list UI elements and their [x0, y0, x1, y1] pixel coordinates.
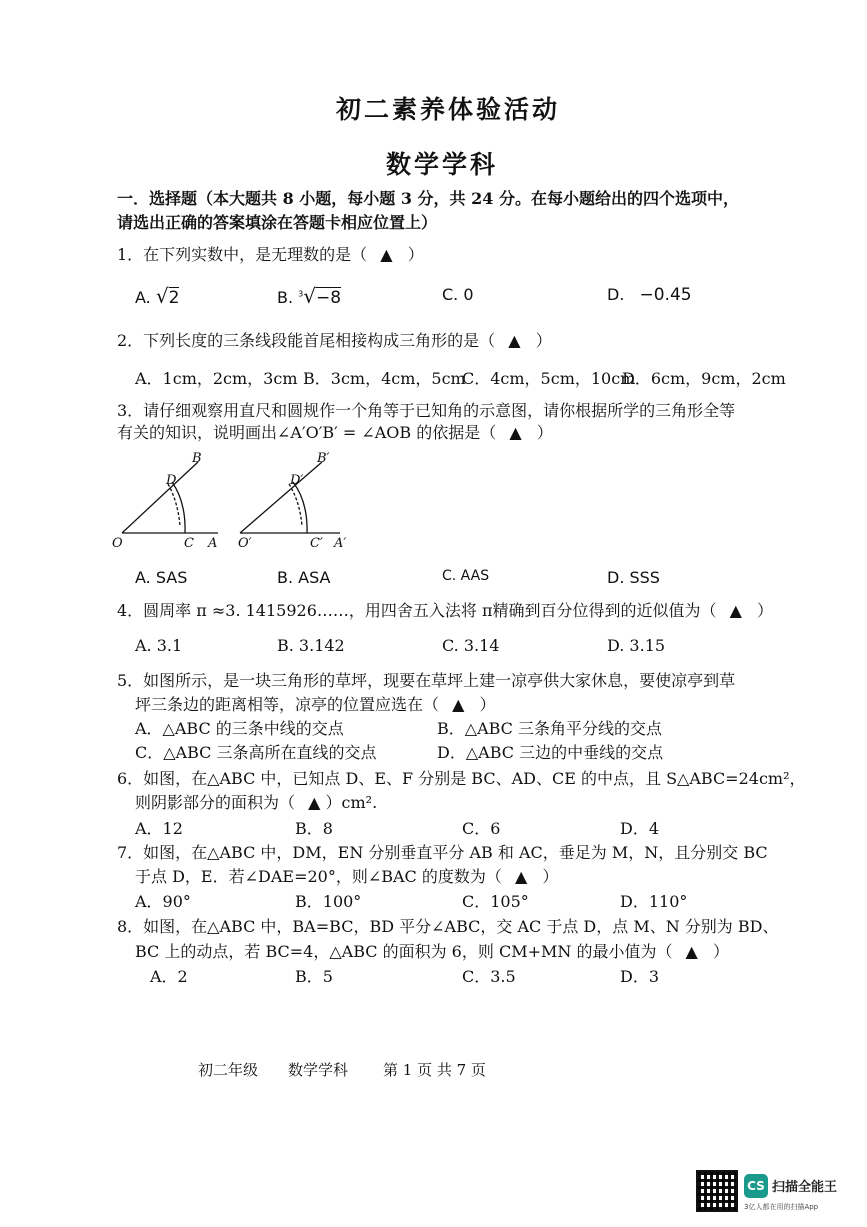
footer-subject: 数学学科 [288, 1061, 349, 1079]
q8-option-c: C．3.5 [462, 967, 516, 986]
label-d: D [166, 473, 177, 488]
label-o: O [112, 536, 123, 551]
section-heading-line1: 一．选择题（本大题共 8 小题，每小题 3 分，共 24 分。在每小题给出的四个选项中， [117, 189, 739, 208]
q6-option-c: C．6 [462, 819, 501, 838]
footer-grade: 初二年级 [198, 1061, 259, 1079]
question-6-line1: 6．如图，在△ABC 中，已知点 D、E、F 分别是 BC、AD、CE 的中点，且 S△ABC=24cm²， [117, 769, 806, 788]
label-a-prime: A′ [334, 536, 347, 551]
q7-option-c: C．105° [462, 892, 529, 911]
angle-construction-figure [110, 450, 370, 555]
q2-option-d: D．6cm，9cm，2cm [622, 369, 786, 388]
q6-option-d: D．4 [620, 819, 660, 838]
question-6-line2: 则阴影部分的面积为（ ▲ ）cm². [135, 793, 378, 812]
question-1-stem: 1．在下列实数中，是无理数的是（ [117, 245, 368, 264]
label-o-prime: O′ [238, 536, 252, 551]
camscanner-logo: CS [744, 1174, 768, 1198]
q4-option-c: C. 3.14 [442, 636, 500, 655]
q8-option-a: A．2 [150, 967, 188, 986]
q2-option-b: B．3cm，4cm，5cm [303, 369, 466, 388]
q3-option-a: A. SAS [135, 568, 188, 587]
question-8-line1: 8．如图，在△ABC 中，BA=BC，BD 平分∠ABC，交 AC 于点 D，点 M、N 分别为 BD、 [117, 917, 779, 936]
q3-option-d: D. SSS [607, 568, 660, 587]
q6-option-b: B．8 [295, 819, 333, 838]
subject-title: 数学学科 [386, 150, 499, 179]
label-a: A [208, 536, 218, 551]
question-5-line1: 5．如图所示，是一块三角形的草坪，现要在草坪上建一凉亭供大家休息，要使凉亭到草 [117, 671, 736, 690]
q2-option-a: A．1cm，2cm，3cm [135, 369, 298, 388]
q1-option-d: D. −0.45 [607, 285, 692, 305]
q7-option-d: D．110° [620, 892, 688, 911]
q8-option-d: D．3 [620, 967, 660, 986]
q4-option-b: B. 3.142 [277, 636, 345, 655]
question-5-line2: 坪三条边的距离相等，凉亭的位置应选在（ ▲ ） [135, 695, 496, 714]
question-2: 2．下列长度的三条线段能首尾相接构成三角形的是（ ▲ ） [117, 331, 552, 350]
q4-option-a: A. 3.1 [135, 636, 183, 655]
q3-option-c: C. AAS [442, 568, 490, 584]
question-7-line2: 于点 D，E．若∠DAE=20°，则∠BAC 的度数为（ ▲ ） [135, 867, 559, 886]
label-c-prime: C′ [310, 536, 323, 551]
label-c: C [184, 536, 194, 551]
q1-option-c: C. 0 [442, 285, 474, 304]
question-3-line1: 3．请仔细观察用直尺和圆规作一个角等于已知角的示意图，请你根据所学的三角形全等 [117, 401, 736, 420]
q5-option-a: A．△ABC 的三条中线的交点 [135, 719, 344, 738]
q1-option-b: B. $^3$√−8 [277, 284, 342, 308]
q1-option-a: A. √2 [135, 284, 180, 308]
footer-page: 第 1 页 共 7 页 [383, 1061, 486, 1079]
question-4-stem: 4．圆周率 π ≈3. 1415926……，用四舍五入法将 π精确到百分位得到的近似值为（ [117, 601, 717, 620]
question-3-line2: 有关的知识，说明画出∠A′O′B′ = ∠AOB 的依据是（ ▲ ） [117, 423, 553, 442]
q5-option-c: C．△ABC 三条高所在直线的交点 [135, 743, 377, 762]
camscanner-slogan: 3亿人都在用的扫描App [744, 1203, 819, 1211]
question-1: 1．在下列实数中，是无理数的是（ ▲ ） [117, 245, 424, 264]
question-2-stem: 2．下列长度的三条线段能首尾相接构成三角形的是（ [117, 331, 496, 350]
qr-code-icon [696, 1170, 738, 1212]
q7-option-a: A．90° [135, 892, 191, 911]
q2-option-c: C．4cm，5cm，10cm [462, 369, 636, 388]
q4-option-d: D. 3.15 [607, 636, 666, 655]
label-b-prime: B′ [317, 451, 330, 466]
label-b: B [192, 451, 202, 466]
page-title: 初二素养体验活动 [336, 95, 561, 124]
question-8-line2: BC 上的动点，若 BC=4，△ABC 的面积为 6，则 CM+MN 的最小值为（ ▲ ） [135, 942, 729, 961]
q8-option-b: B．5 [295, 967, 333, 986]
q5-option-d: D．△ABC 三边的中垂线的交点 [437, 743, 664, 762]
section-heading-line2: 请选出正确的答案填涂在答题卡相应位置上） [117, 213, 438, 232]
camscanner-brand: 扫描全能王 [772, 1180, 838, 1195]
question-4: 4．圆周率 π ≈3. 1415926……，用四舍五入法将 π精确到百分位得到的近似值为（ ▲ ） [117, 601, 774, 620]
answer-marker: ▲ [380, 245, 393, 264]
q7-option-b: B．100° [295, 892, 362, 911]
q1-radicand: 2 [168, 288, 180, 308]
q6-option-a: A．12 [135, 819, 183, 838]
label-d-prime: D′ [290, 473, 304, 488]
q3-option-b: B. ASA [277, 568, 331, 587]
question-7-line1: 7．如图，在△ABC 中，DM，EN 分别垂直平分 AB 和 AC，垂足为 M，N，且分别交 BC [117, 843, 768, 862]
q5-option-b: B．△ABC 三条角平分线的交点 [437, 719, 663, 738]
